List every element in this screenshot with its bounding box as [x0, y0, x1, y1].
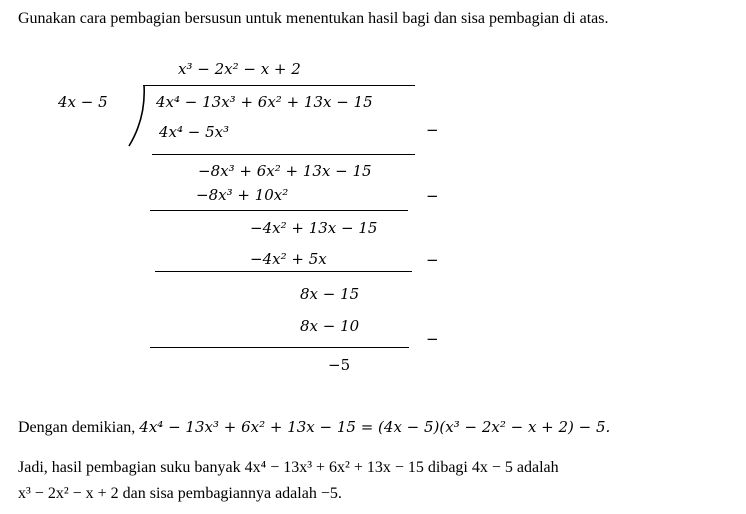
minus-sign-4: − [426, 330, 439, 348]
minus-sign-2: − [426, 187, 439, 205]
conclusion-line-2: Jadi, hasil pembagian suku banyak 4x⁴ − 13x³ + 6x² + 13x − 15 dibagi 4x − 5 adalah [18, 459, 559, 476]
quotient: x³ − 2x² − x + 2 [178, 60, 301, 78]
final-remainder: −5 [328, 356, 351, 374]
subtract-line-2 [150, 210, 408, 211]
conclusion-equation: 4x⁴ − 13x³ + 6x² + 13x − 15 = (4x − 5)(x³ − 2x² − x + 2) − 5. [139, 418, 611, 436]
dividend: 4x⁴ − 13x³ + 6x² + 13x − 15 [156, 93, 373, 111]
subtract-line-4 [150, 347, 409, 348]
conclusion-prefix: Dengan demikian, [18, 419, 136, 436]
subtract-row-3: −4x² + 5x [250, 250, 327, 268]
divisor: 4x − 5 [58, 93, 108, 111]
subtract-line-3 [155, 271, 412, 272]
subtract-row-1: 4x⁴ − 5x³ [159, 123, 230, 141]
division-bracket [126, 84, 148, 148]
remainder-row-2: −4x² + 13x − 15 [250, 219, 378, 237]
remainder-row-1: −8x³ + 6x² + 13x − 15 [198, 162, 372, 180]
instruction-text: Gunakan cara pembagian bersusun untuk menentukan hasil bagi dan sisa pembagian di atas. [18, 10, 609, 27]
minus-sign-1: − [426, 121, 439, 139]
remainder-row-3: 8x − 15 [300, 285, 360, 303]
subtract-row-4: 8x − 10 [300, 317, 360, 335]
minus-sign-3: − [426, 251, 439, 269]
subtract-row-2: −8x³ + 10x² [196, 186, 289, 204]
quotient-bar [143, 85, 415, 86]
conclusion-line-1 [18, 418, 610, 437]
subtract-line-1 [152, 154, 415, 155]
conclusion-line-3: x³ − 2x² − x + 2 dan sisa pembagiannya adalah −5. [18, 485, 342, 502]
